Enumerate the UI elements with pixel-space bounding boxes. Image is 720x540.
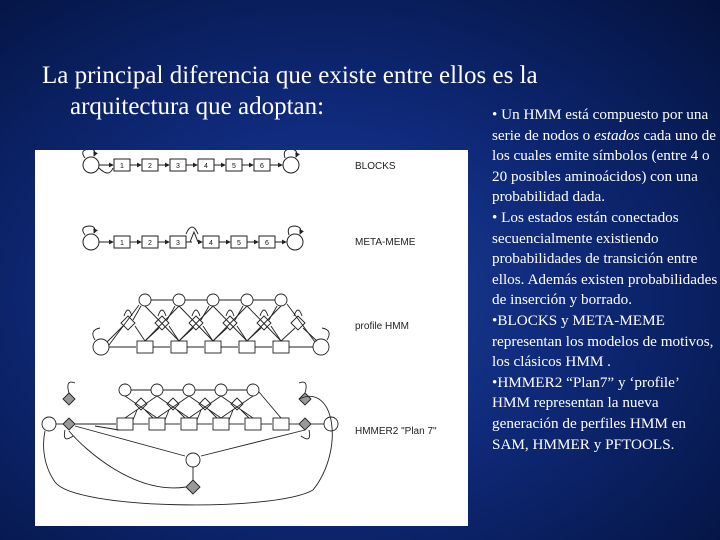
state-number: 4 [209,240,213,247]
state-number: 4 [204,163,208,170]
state-number: 6 [265,240,269,247]
state-number: 3 [176,240,180,247]
state-number: 5 [232,163,236,170]
bullet-text: cada uno de los cuales emite símbolos (entre 4 o 20 posibles aminoácidos) con una probabilidad dada. [492,126,716,206]
state-number: 1 [120,240,124,247]
hmm-architecture-diagram [35,150,468,526]
state-number: 2 [148,240,152,247]
state-number: 6 [260,163,264,170]
bullet-text: • Un HMM está compuesto por una serie de nodos o [492,106,709,144]
hmm-architecture-figure [35,150,468,526]
bullet-hmm-states [492,105,718,208]
title-line-2: arquitectura que adoptan: [70,93,325,120]
state-number: 3 [176,163,180,170]
bullet-hmmer2-profile: •HMMER2 “Plan7” y ‘profile’ HMM representan la nueva generación de perfiles HMM en SAM, HMMER y PFTOOLS. [492,373,686,453]
label-blocks: BLOCKS [355,161,396,172]
state-number: 5 [237,240,241,247]
state-number: 1 [120,163,124,170]
label-profile-hmm: profile HMM [355,321,409,332]
title-line-1: La principal diferencia que existe entre ellos es la [42,62,538,89]
profile-hmm-model [93,294,329,355]
meta-meme-model [83,226,303,250]
state-number: 2 [148,163,152,170]
bullet-blocks-meta-meme: •BLOCKS y META-MEME representan los modelos de motivos, los clásicos HMM . [492,311,714,371]
blocks-model [83,150,299,173]
label-hmmer2-plan7: HMMER2 "Plan 7" [355,426,437,437]
label-meta-meme: META-MEME [355,237,416,248]
bullet-transitions: • Los estados están conectados secuencialmente existiendo probabilidades de transición entre ellos. Además existen probabilidades de inserción y borrado. [492,208,718,309]
hmmer2-plan7-model [42,382,338,505]
explanation-text [492,105,718,455]
bullet-emphasis: estados [594,126,640,144]
